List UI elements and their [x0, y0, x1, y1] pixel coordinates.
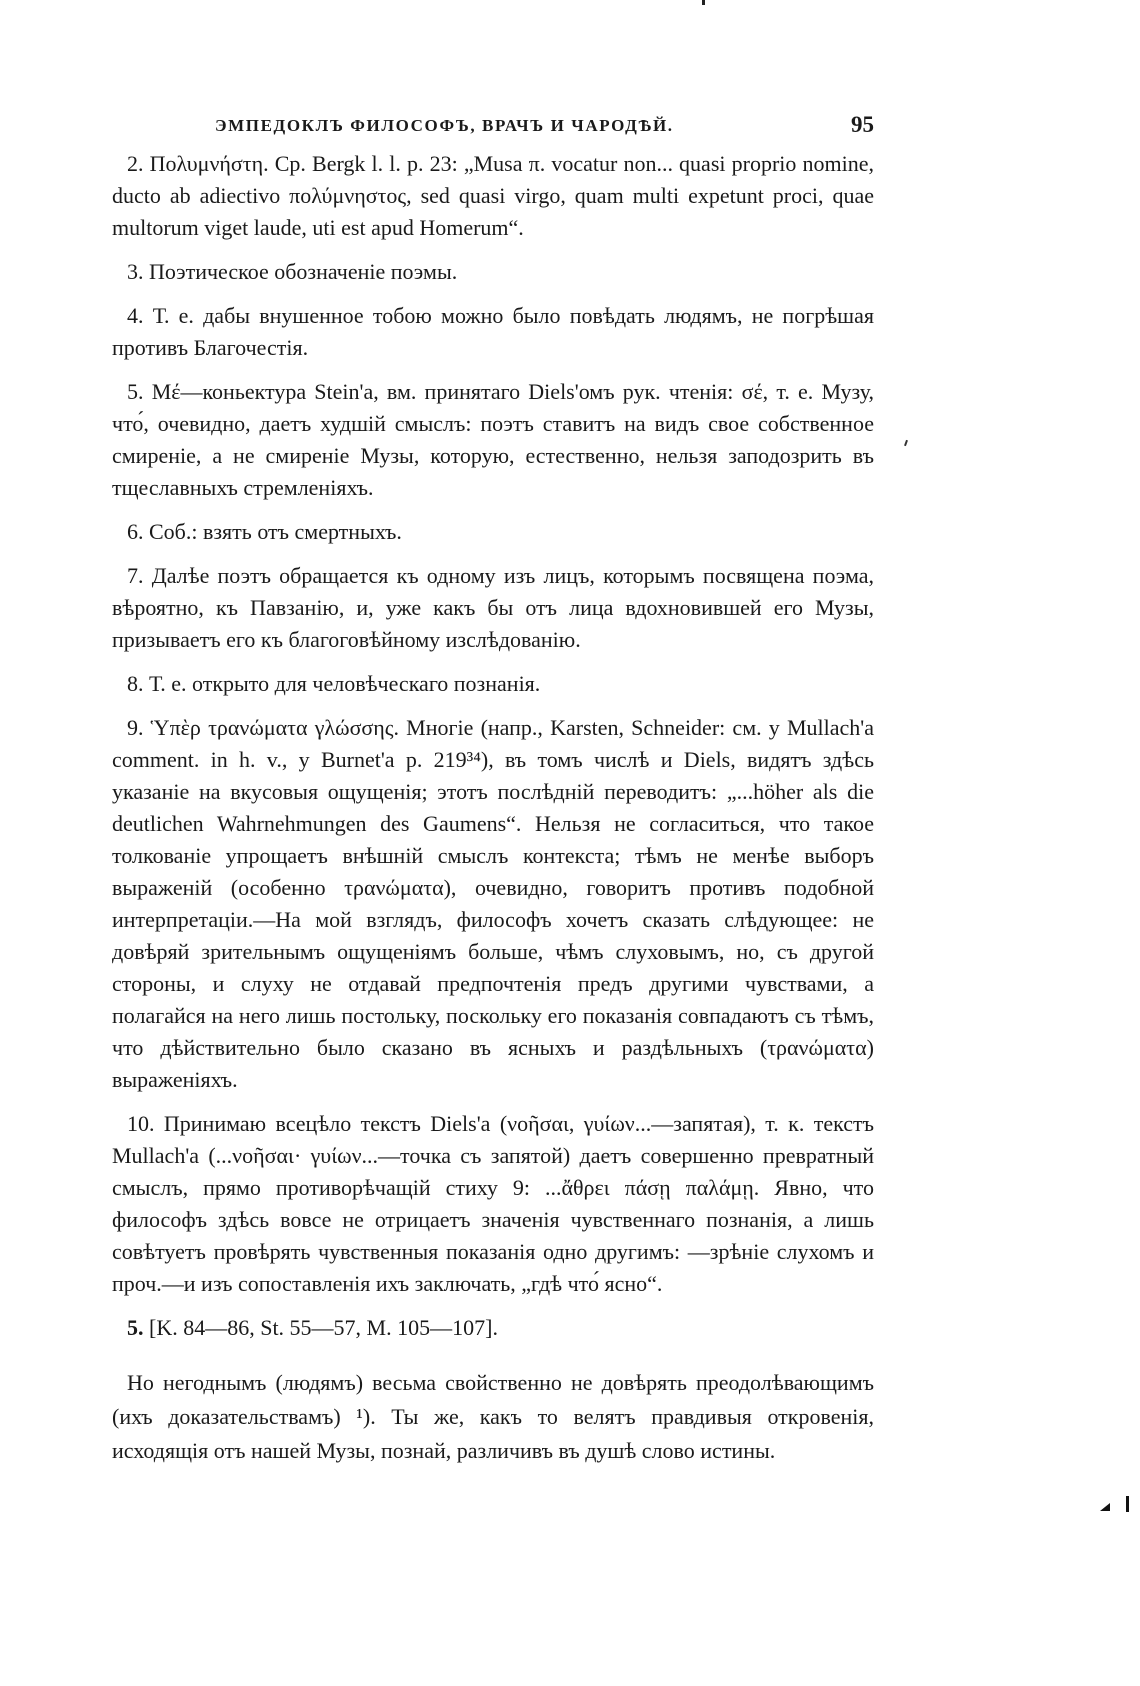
note-2	[112, 148, 874, 244]
page-number: 95	[851, 112, 874, 137]
scan-edge-mark	[1126, 1496, 1129, 1512]
note-number: 5.	[127, 379, 144, 404]
fragment-number: 5.	[127, 1315, 144, 1340]
note-number: 2.	[127, 151, 144, 176]
note-9	[112, 712, 874, 1096]
note-text: Далѣе поэтъ обращается къ одному изъ лицъ, которымъ посвящена поэма, вѣроятно, къ Павзанію, и, уже какъ бы отъ лица вдохновившей его Музы, призываетъ его къ благоговѣйному изслѣдованію.	[112, 563, 874, 652]
note-number: 10.	[127, 1111, 155, 1136]
note-number: 3.	[127, 259, 144, 284]
footnotes	[112, 148, 874, 1300]
note-6	[112, 516, 874, 548]
note-8	[112, 668, 874, 700]
note-text: Поэтическое обозначеніе поэмы.	[149, 259, 458, 284]
fragment-heading	[112, 1312, 874, 1344]
note-3	[112, 256, 874, 288]
note-text: Принимаю всецѣло текстъ Diels'а (νοῆσαι, γυίων...—запятая), т. к. текстъ Mullach'а (...νοῆσαι· γυίων...—точка съ запятой) даетъ совершенно превратный смыслъ, прямо противорѣчащій стиху 9: ...ἄθρει πάσῃ παλάμῃ. Явно, что философъ здѣсь вовсе не отрицаетъ значенія чувственнаго познанія, а лишь совѣтуетъ провѣрять чувственныя показанія одно другимъ: —зрѣніе слухомъ и проч.—и изъ сопоставленія ихъ заключать, „гдѣ что́ ясно“.	[112, 1111, 874, 1296]
note-text: Т. е. открыто для человѣческаго познанія.	[149, 671, 541, 696]
note-number: 4.	[127, 303, 144, 328]
note-number: 6.	[127, 519, 144, 544]
scan-speck-margin	[904, 440, 908, 446]
page-content	[112, 108, 874, 1468]
note-text: Соб.: взять отъ смертныхъ.	[149, 519, 402, 544]
note-text: Μέ—коньектура Stein'а, вм. принятаго Diels'омъ рук. чтенія: σέ, т. е. Музу, что́, очевидно, даетъ худшій смыслъ: поэтъ ставитъ на видъ свое собственное смиреніе, а не смиреніе Музы, которую, естественно, нельзя заподозрить въ тщеславныхъ стремленіяхъ.	[112, 379, 875, 500]
note-7	[112, 560, 874, 656]
note-10	[112, 1108, 874, 1300]
scan-speck-top	[702, 0, 705, 5]
running-title: ЭМПЕДОКЛЪ ФИЛОСОФЪ, ВРАЧЪ И ЧАРОДѢЙ.	[215, 116, 674, 135]
note-number: 9.	[127, 715, 144, 740]
note-5	[112, 376, 874, 504]
running-head	[112, 108, 874, 148]
fragment-reference: [K. 84—86, St. 55—57, M. 105—107].	[149, 1315, 498, 1340]
note-4	[112, 300, 874, 364]
note-number: 8.	[127, 671, 144, 696]
note-text: Ὑπὲρ τρανώματα γλώσσης. Многіе (напр., Karsten, Schneider: см. у Mullach'а comment. in h. v., у Burnet'а p. 219³⁴), въ томъ числѣ и Diels, видятъ здѣсь указаніе на вкусовыя ощущенія; этотъ послѣдній переводитъ: „...höher als die deutlichen Wahrnehmungen des Gaumens“. Нельзя не согласиться, что такое толкованіе упрощаетъ внѣшній смыслъ контекста; тѣмъ не менѣе выборъ выраженій (особенно τρανώματα), очевидно, говоритъ противъ подобной интерпретаціи.—На мой взглядъ, философъ хочетъ сказать слѣдующее: не довѣряй зрительнымъ ощущеніямъ больше, чѣмъ слуховымъ, но, съ другой стороны, и слуху не отдавай предпочтенія предъ другими чувствами, а полагайся на него лишь постольку, поскольку его показанія совпадаютъ съ тѣмъ, что дѣйствительно было сказано въ ясныхъ и раздѣльныхъ (τρανώματα) выраженіяхъ.	[112, 715, 874, 1092]
note-number: 7.	[127, 563, 144, 588]
fragment-translation: Но негоднымъ (людямъ) весьма свойственно не довѣрять преодолѣвающимъ (ихъ доказательствамъ) ¹). Ты же, какъ то велятъ правдивыя откровенія, исходящія отъ нашей Музы, познай, различивъ въ душѣ слово истины.	[112, 1370, 874, 1463]
note-text: Πολυμνήστη. Ср. Bergk l. l. p. 23: „Musa π. vocatur non... quasi proprio nomine, ducto ab adiectivo πολύμνηστος, sed quasi virgo, quam multi expetunt proci, quae multorum viget laude, uti est apud Homerum“.	[112, 151, 874, 240]
scan-speck-bottom	[1100, 1503, 1110, 1511]
note-text: Т. е. дабы внушенное тобою можно было повѣдать людямъ, не погрѣшая противъ Благочестія.	[112, 303, 874, 360]
